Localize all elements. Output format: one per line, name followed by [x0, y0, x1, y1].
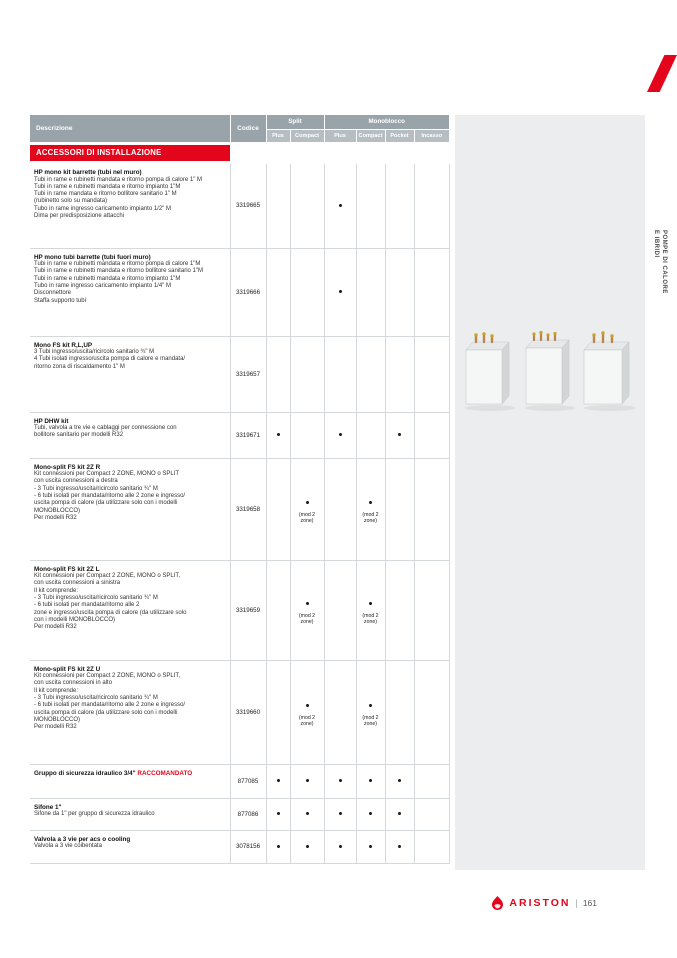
product-description-line: Dima per predisposizione attacchi: [34, 213, 125, 220]
compatibility-cell: [324, 164, 356, 248]
compatibility-dot: [369, 845, 372, 848]
compatibility-cell: [414, 798, 449, 830]
brand-logo-text: ARISTON: [509, 897, 571, 909]
compatibility-cell: [290, 248, 324, 336]
compatibility-cell: [290, 164, 324, 248]
product-title: Mono-split FS kit 2Z R: [34, 463, 101, 471]
compatibility-cell: [385, 248, 414, 336]
accessories-table: [30, 115, 450, 864]
table-row: [30, 412, 449, 458]
product-description-cell: [30, 164, 230, 248]
compatibility-cell: [266, 798, 290, 830]
product-description-line: uscita pompa di calore (da utilizzare solo con i modelli: [34, 709, 178, 716]
compatibility-cell: [324, 336, 356, 412]
product-description-line: Kit connessioni per Compact 2 ZONE, MONO o SPLIT: [34, 471, 180, 478]
product-code: 877085: [230, 764, 266, 798]
compatibility-cell: [324, 412, 356, 458]
compatibility-cell: [356, 830, 385, 863]
compatibility-cell: [356, 248, 385, 336]
compatibility-cell: [290, 830, 324, 863]
compatibility-cell: [266, 660, 290, 764]
compatibility-cell: [356, 764, 385, 798]
compatibility-cell: [356, 458, 385, 560]
product-description-line: Tubi in rame e rubinetti mandata e ritorno impianto 1"M: [34, 183, 181, 190]
compatibility-cell: [266, 248, 290, 336]
compatibility-cell: [414, 764, 449, 798]
compatibility-note: (mod 2 zone): [298, 714, 316, 727]
compatibility-cell: [290, 798, 324, 830]
product-description-line: con uscita connessioni in alto: [34, 680, 113, 687]
compatibility-dot: [398, 845, 401, 848]
compatibility-cell: [324, 798, 356, 830]
compatibility-cell: [324, 764, 356, 798]
accessories-table-wrap: [30, 115, 449, 864]
product-description-line: Tubo in rame ingresso caricamento impianto 1/2" M: [34, 205, 171, 212]
product-code: 877086: [230, 798, 266, 830]
product-description-line: Sifone da 1" per gruppo di sicurezza idraulico: [34, 811, 155, 818]
section-spine-label: [652, 230, 668, 294]
compatibility-cell: [290, 458, 324, 560]
product-description-cell: [30, 248, 230, 336]
section-banner-row: [30, 142, 449, 164]
product-description-line: Per modelli R32: [34, 724, 77, 731]
compatibility-cell: [290, 412, 324, 458]
compatibility-cell: [385, 336, 414, 412]
product-description-line: Kit connessioni per Compact 2 ZONE, MONO o SPLIT,: [34, 573, 181, 580]
table-row: [30, 164, 449, 248]
product-description-line: con i modelli MONOBLOCCO): [34, 616, 116, 623]
product-title: Valvola a 3 vie per acs o cooling: [34, 835, 131, 843]
compatibility-dot: [306, 501, 309, 504]
compatibility-dot: [306, 704, 309, 707]
compatibility-note: (mod 2 zone): [362, 714, 379, 727]
table-row: [30, 560, 449, 660]
ariston-flame-icon: [491, 896, 504, 910]
compatibility-cell: [356, 560, 385, 660]
product-description-line: ritorno zona di riscaldamento 1" M: [34, 363, 125, 370]
compatibility-cell: [266, 764, 290, 798]
product-description-cell: [30, 798, 230, 830]
product-description-line: - 6 tubi isolati per mandata/ritorno alle 2 zone e ingresso/: [34, 702, 186, 709]
compatibility-cell: [290, 336, 324, 412]
product-code: 3319665: [230, 164, 266, 248]
product-code: 3078156: [230, 830, 266, 863]
product-description-line: - 6 tubi isolati per mandata/ritorno alle 2: [34, 602, 140, 609]
product-description-line: Tubi in rame e rubinetti mandata e ritorno pompa di calore 1" M: [34, 176, 202, 183]
compatibility-cell: [385, 560, 414, 660]
side-image-panel: [455, 115, 645, 870]
product-code: 3319660: [230, 660, 266, 764]
product-description-line: Valvola a 3 vie coibentata: [34, 843, 102, 850]
product-description-line: (rubinetto solo su mandata): [34, 198, 108, 205]
compatibility-dot: [339, 779, 342, 782]
column-header-split-plus: Plus: [266, 129, 290, 142]
product-description-line: - 3 Tubi ingresso/uscita/ricircolo sanitario ¾" M: [34, 694, 158, 701]
product-description-line: Tubi in rame mandata e ritorno bollitore sanitario 1" M: [34, 191, 177, 198]
table-row: [30, 764, 449, 798]
compatibility-cell: [385, 830, 414, 863]
product-description-cell: [30, 336, 230, 412]
compatibility-dot: [339, 845, 342, 848]
compatibility-cell: [414, 458, 449, 560]
product-photo-unit-1: [465, 332, 515, 411]
compatibility-dot: [339, 812, 342, 815]
product-photos-illustration: [462, 330, 640, 416]
compatibility-note: (mod 2 zone): [362, 511, 379, 524]
compatibility-cell: [290, 660, 324, 764]
compatibility-cell: [356, 164, 385, 248]
product-description-line: Tubo in rame ingresso caricamento impianto 1/4" M: [34, 282, 171, 289]
product-description-line: Staffa supporto tubi: [34, 297, 86, 304]
compatibility-note: (mod 2 zone): [362, 612, 379, 625]
compatibility-cell: [414, 164, 449, 248]
product-description-line: 3 Tubi ingresso/uscita/ricircolo sanitario ¾" M: [34, 349, 155, 356]
compatibility-dot: [277, 812, 280, 815]
compatibility-cell: [266, 336, 290, 412]
compatibility-dot: [369, 704, 372, 707]
compatibility-cell: [385, 412, 414, 458]
compatibility-cell: [356, 798, 385, 830]
compatibility-cell: [414, 412, 449, 458]
column-header-descrizione: Descrizione: [30, 115, 230, 142]
compatibility-dot: [339, 290, 342, 293]
compatibility-cell: [414, 660, 449, 764]
product-description-line: - 6 tubi isolati per mandata/ritorno alle 2 zone e ingresso/: [34, 492, 186, 499]
product-description-line: Kit connessioni per Compact 2 ZONE, MONO o SPLIT,: [34, 673, 181, 680]
product-description-cell: [30, 764, 230, 798]
product-title: Gruppo di sicurezza idraulico 3/4" RACCOMANDATO: [34, 769, 193, 777]
product-description-line: MONOBLOCCO): [34, 507, 81, 514]
product-title: Mono-split FS kit 2Z L: [34, 565, 100, 573]
table-row: [30, 830, 449, 863]
compatibility-cell: [324, 660, 356, 764]
product-photo-unit-2: [525, 331, 575, 411]
compatibility-cell: [414, 830, 449, 863]
column-header-codice: Codice: [230, 115, 266, 142]
compatibility-dot: [306, 812, 309, 815]
column-group-monoblocco: Monoblocco: [324, 115, 449, 129]
product-code: 3319658: [230, 458, 266, 560]
compatibility-note: (mod 2 zone): [298, 511, 316, 524]
section-title: ACCESSORI DI INSTALLAZIONE: [30, 145, 230, 161]
compatibility-cell: [385, 458, 414, 560]
compatibility-cell: [385, 164, 414, 248]
compatibility-cell: [385, 660, 414, 764]
product-title: Mono FS kit R,L,UP: [34, 341, 93, 349]
product-description-line: 4 Tubi isolati ingresso/uscita pompa di calore e mandata/: [34, 356, 186, 363]
compatibility-cell: [356, 336, 385, 412]
compatibility-cell: [290, 764, 324, 798]
column-header-mono-pocket: Pocket: [385, 129, 414, 142]
product-description-line: bollitore sanitario per modelli R32: [34, 432, 124, 439]
compatibility-dot: [306, 779, 309, 782]
compatibility-dot: [306, 845, 309, 848]
compatibility-dot: [277, 845, 280, 848]
compatibility-cell: [266, 830, 290, 863]
compatibility-dot: [369, 779, 372, 782]
compatibility-dot: [306, 602, 309, 605]
product-title: HP DHW kit: [34, 417, 69, 425]
compatibility-dot: [398, 433, 401, 436]
compatibility-dot: [277, 433, 280, 436]
product-description-line: Tubi in rame e rubinetti mandata e ritorno impianto 1"M: [34, 275, 181, 282]
compatibility-cell: [266, 164, 290, 248]
compatibility-cell: [324, 458, 356, 560]
product-description-cell: [30, 660, 230, 764]
spine-label-line1: POMPE DI CALORE: [661, 230, 667, 294]
table-header: [30, 115, 449, 142]
compatibility-dot: [369, 602, 372, 605]
product-description-line: Il kit comprende:: [34, 587, 79, 594]
compatibility-cell: [324, 248, 356, 336]
product-description-line: Per modelli R32: [34, 624, 77, 631]
compatibility-cell: [414, 336, 449, 412]
compatibility-cell: [385, 764, 414, 798]
spine-label-line2: E IBRIDI: [653, 230, 659, 258]
compatibility-cell: [414, 248, 449, 336]
product-photo-unit-3: [584, 331, 636, 411]
table-row: [30, 458, 449, 560]
product-title: Mono-split FS kit 2Z U: [34, 665, 101, 673]
column-header-mono-plus: Plus: [324, 129, 356, 142]
product-description-line: - 3 Tubi ingresso/uscita/ricircolo sanitario ¾" M: [34, 594, 158, 601]
page-corner-accent: [647, 55, 677, 92]
compatibility-cell: [385, 798, 414, 830]
compatibility-note: (mod 2 zone): [298, 612, 316, 625]
column-header-split-compact: Compact: [290, 129, 324, 142]
compatibility-dot: [369, 812, 372, 815]
product-description-cell: [30, 830, 230, 863]
product-description-line: - 3 Tubi ingresso/uscita/ricircolo sanitario ¾" M: [34, 485, 158, 492]
compatibility-cell: [266, 412, 290, 458]
product-code: 3319671: [230, 412, 266, 458]
product-description-line: Per modelli R32: [34, 514, 77, 521]
product-description-line: con uscita connessioni a sinistra: [34, 580, 121, 587]
product-code: 3319657: [230, 336, 266, 412]
compatibility-cell: [324, 560, 356, 660]
product-title: HP mono tubi barrette (tubi fuori muro): [34, 253, 151, 261]
product-description-line: Disconnettore: [34, 290, 72, 297]
footer-separator: |: [575, 898, 578, 908]
table-row: [30, 798, 449, 830]
compatibility-cell: [414, 560, 449, 660]
product-description-cell: [30, 560, 230, 660]
product-description-line: uscita pompa di calore (da utilizzare solo con i modelli: [34, 500, 178, 507]
compatibility-dot: [398, 812, 401, 815]
product-description-line: zone e ingresso/uscita pompa di calore (da utilizzare solo: [34, 609, 187, 616]
page-number: 161: [582, 898, 597, 908]
product-description-line: Tubi in rame e rubinetti mandata e ritorno bollitore sanitario 1"M: [34, 268, 203, 275]
product-description-line: con uscita connessioni a destra: [34, 478, 118, 485]
compatibility-cell: [356, 660, 385, 764]
table-row: [30, 336, 449, 412]
product-description-line: Tubi in rame e rubinetti mandata e ritorno pompa di calore 1"M: [34, 261, 201, 268]
compatibility-cell: [356, 412, 385, 458]
product-description-line: MONOBLOCCO): [34, 716, 81, 723]
table-row: [30, 660, 449, 764]
column-header-mono-incasso: Incasso: [414, 129, 449, 142]
product-code: 3319659: [230, 560, 266, 660]
compatibility-dot: [398, 779, 401, 782]
compatibility-dot: [369, 501, 372, 504]
table-body: [30, 142, 449, 863]
compatibility-cell: [290, 560, 324, 660]
product-title: Sifone 1": [34, 803, 62, 811]
column-group-split: Split: [266, 115, 324, 129]
compatibility-cell: [324, 830, 356, 863]
product-description-line: Tubi, valvola a tre vie e cablaggi per connessione con: [34, 425, 177, 432]
compatibility-dot: [339, 433, 342, 436]
compatibility-cell: [266, 458, 290, 560]
product-description-cell: [30, 412, 230, 458]
product-title: HP mono kit barrette (tubi nel muro): [34, 169, 142, 176]
table-row: [30, 248, 449, 336]
product-description-line: Il kit comprende:: [34, 687, 79, 694]
compatibility-dot: [339, 204, 342, 207]
page-footer: [491, 896, 597, 910]
product-code: 3319666: [230, 248, 266, 336]
product-description-cell: [30, 458, 230, 560]
recommended-badge: RACCOMANDATO: [137, 769, 193, 777]
compatibility-dot: [277, 779, 280, 782]
column-header-mono-compact: Compact: [356, 129, 385, 142]
compatibility-cell: [266, 560, 290, 660]
